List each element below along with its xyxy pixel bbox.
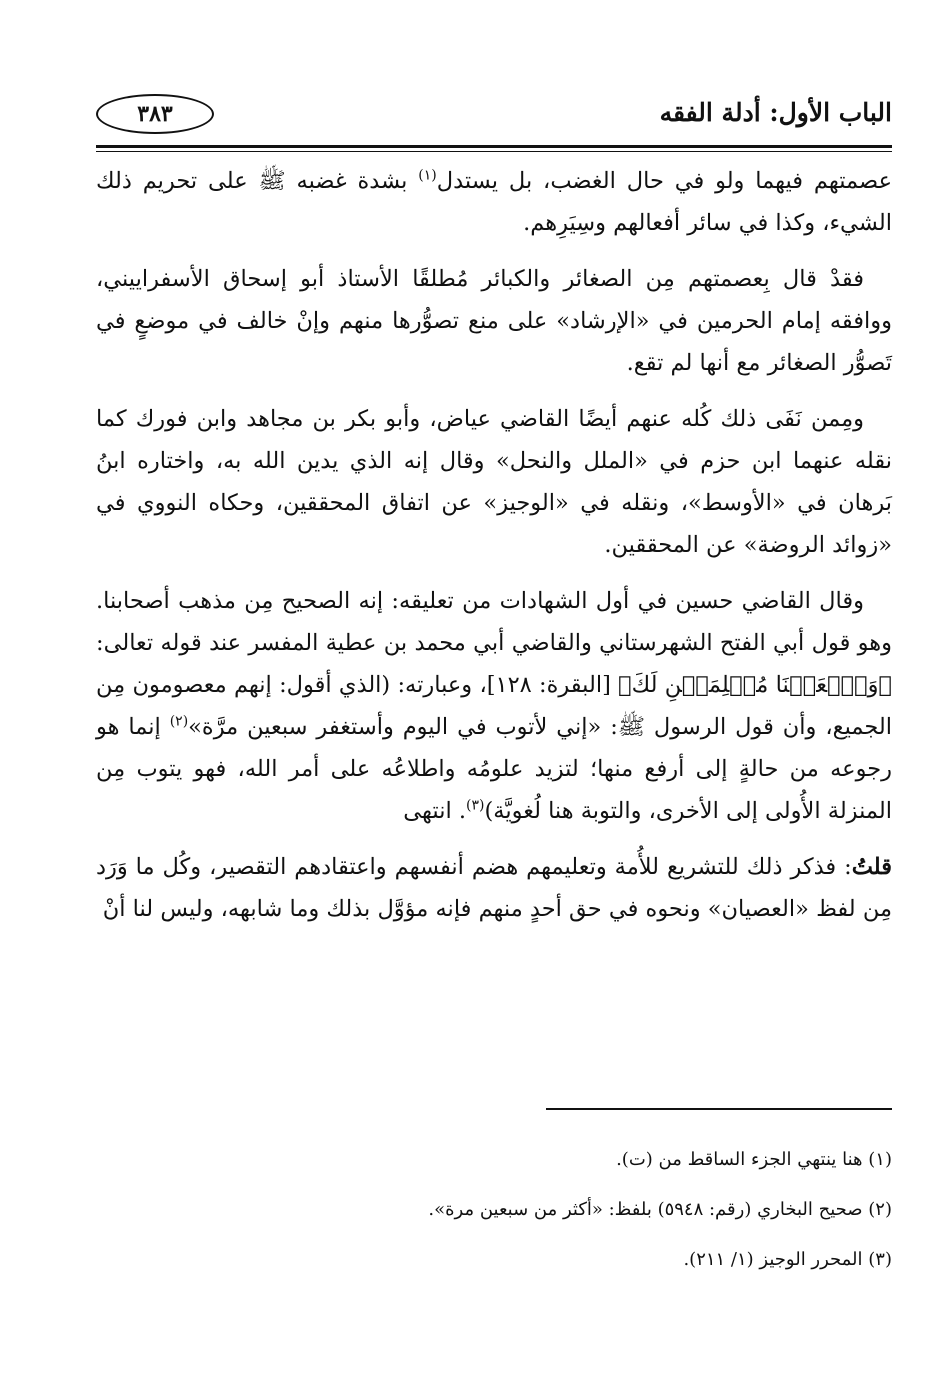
footnote-ref-3[interactable]: (٣)	[466, 797, 485, 814]
paragraph-5-lead: قلتُ	[851, 854, 892, 880]
footnote-1: (١) هنا ينتهي الجزء الساقط من (ت).	[616, 1149, 892, 1170]
footnote-2: (٢) صحيح البخاري (رقم: ٥٩٤٨) بلفظ: «أكثر من سبعين مرة».	[428, 1199, 892, 1220]
paragraph-3: ومِمن نَفَى ذلك كُله عنهم أيضًا القاضي عياض، وأبو بكر بن مجاهد وابن فورك كما نقله عنهما ابن حزم في «الملل والنحل» وقال إنه الذي يدين الله به، واختاره ابنُ بَرهان في «الأوسط»، ونقله في «الوجيز» عن اتفاق المحققين، وحكاه النووي في «زوائد الروضة» عن المحققين.	[96, 406, 892, 558]
footnote-3: (٣) المحرر الوجيز (١/ ٢١١).	[683, 1249, 892, 1270]
paragraph-2: فقدْ قال بِعصمتهم مِن الصغائر والكبائر مُطلقًا الأستاذ أبو إسحاق الأسفراييني، ووافقه إمام الحرمين في «الإرشاد» على منع تصوُّرها منهم وإنْ خالف في موضعٍ في تَصوُّر الصغائر مع أنها لم تقع.	[96, 266, 892, 376]
footnote-ref-2[interactable]: (٢)	[169, 713, 189, 730]
paragraph-5	[96, 846, 892, 930]
chapter-title: الباب الأول: أدلة الفقه	[659, 98, 892, 127]
main-text	[96, 160, 892, 944]
paragraph-4	[96, 580, 892, 832]
paragraph-5-text: : فذكر ذلك للتشريع للأُمة وتعليمهم هضم أنفسهم واعتقادهم التقصير، وكُل ما وَرَد مِن لفظ «العصيان» ونحوه في حق أحدٍ منهم فإنه مؤوَّل بذلك وما شابهه، وليس لنا أنْ	[96, 854, 892, 922]
footnotes	[96, 1135, 892, 1285]
page-number: ٣٨٣	[96, 94, 214, 134]
footnote-ref-1[interactable]: (١)	[418, 167, 437, 184]
page-header	[96, 92, 892, 144]
paragraph-1-text-a: عصمتهم فيهما ولو في حال الغضب، بل يستدل	[436, 168, 892, 194]
paragraph-4-text-c: . انتهى	[403, 798, 467, 824]
paragraph-1-text-b: بشدة غضبه ﷺ على تحريم ذلك الشيء، وكذا في سائر أفعالهم وسِيَرِهم.	[96, 168, 892, 236]
header-rule-thick	[96, 145, 892, 148]
paragraph-4-text-b: إنما هو رجوعه من حالةٍ إلى أرفع منها؛ لتزيد علومُه واطلاعُه على أمر الله، فهو يتوب مِن المنزلة الأُولى إلى الأخرى، والتوبة هنا لُغويَّة)	[96, 714, 892, 824]
paragraph-4-text-a: وقال القاضي حسين في أول الشهادات من تعليقه: إنه الصحيح مِن مذهب أصحابنا. وهو قول أبي الفتح الشهرستاني والقاضي أبي محمد بن عطية المفسر عند قوله تعالى: ﴿وَٱجۡعَلۡنَا مُسۡلِمَيۡنِ لَكَ﴾ [البقرة: ١٢٨]، وعبارته: (الذي أقول: إنهم معصومون مِن الجميع، وأن قول الرسول ﷺ: «إني لأتوب في اليوم وأستغفر سبعين مرَّة»	[96, 588, 892, 740]
footnote-separator	[546, 1108, 892, 1110]
header-rule-thin	[96, 151, 892, 152]
paragraph-1	[96, 160, 892, 244]
